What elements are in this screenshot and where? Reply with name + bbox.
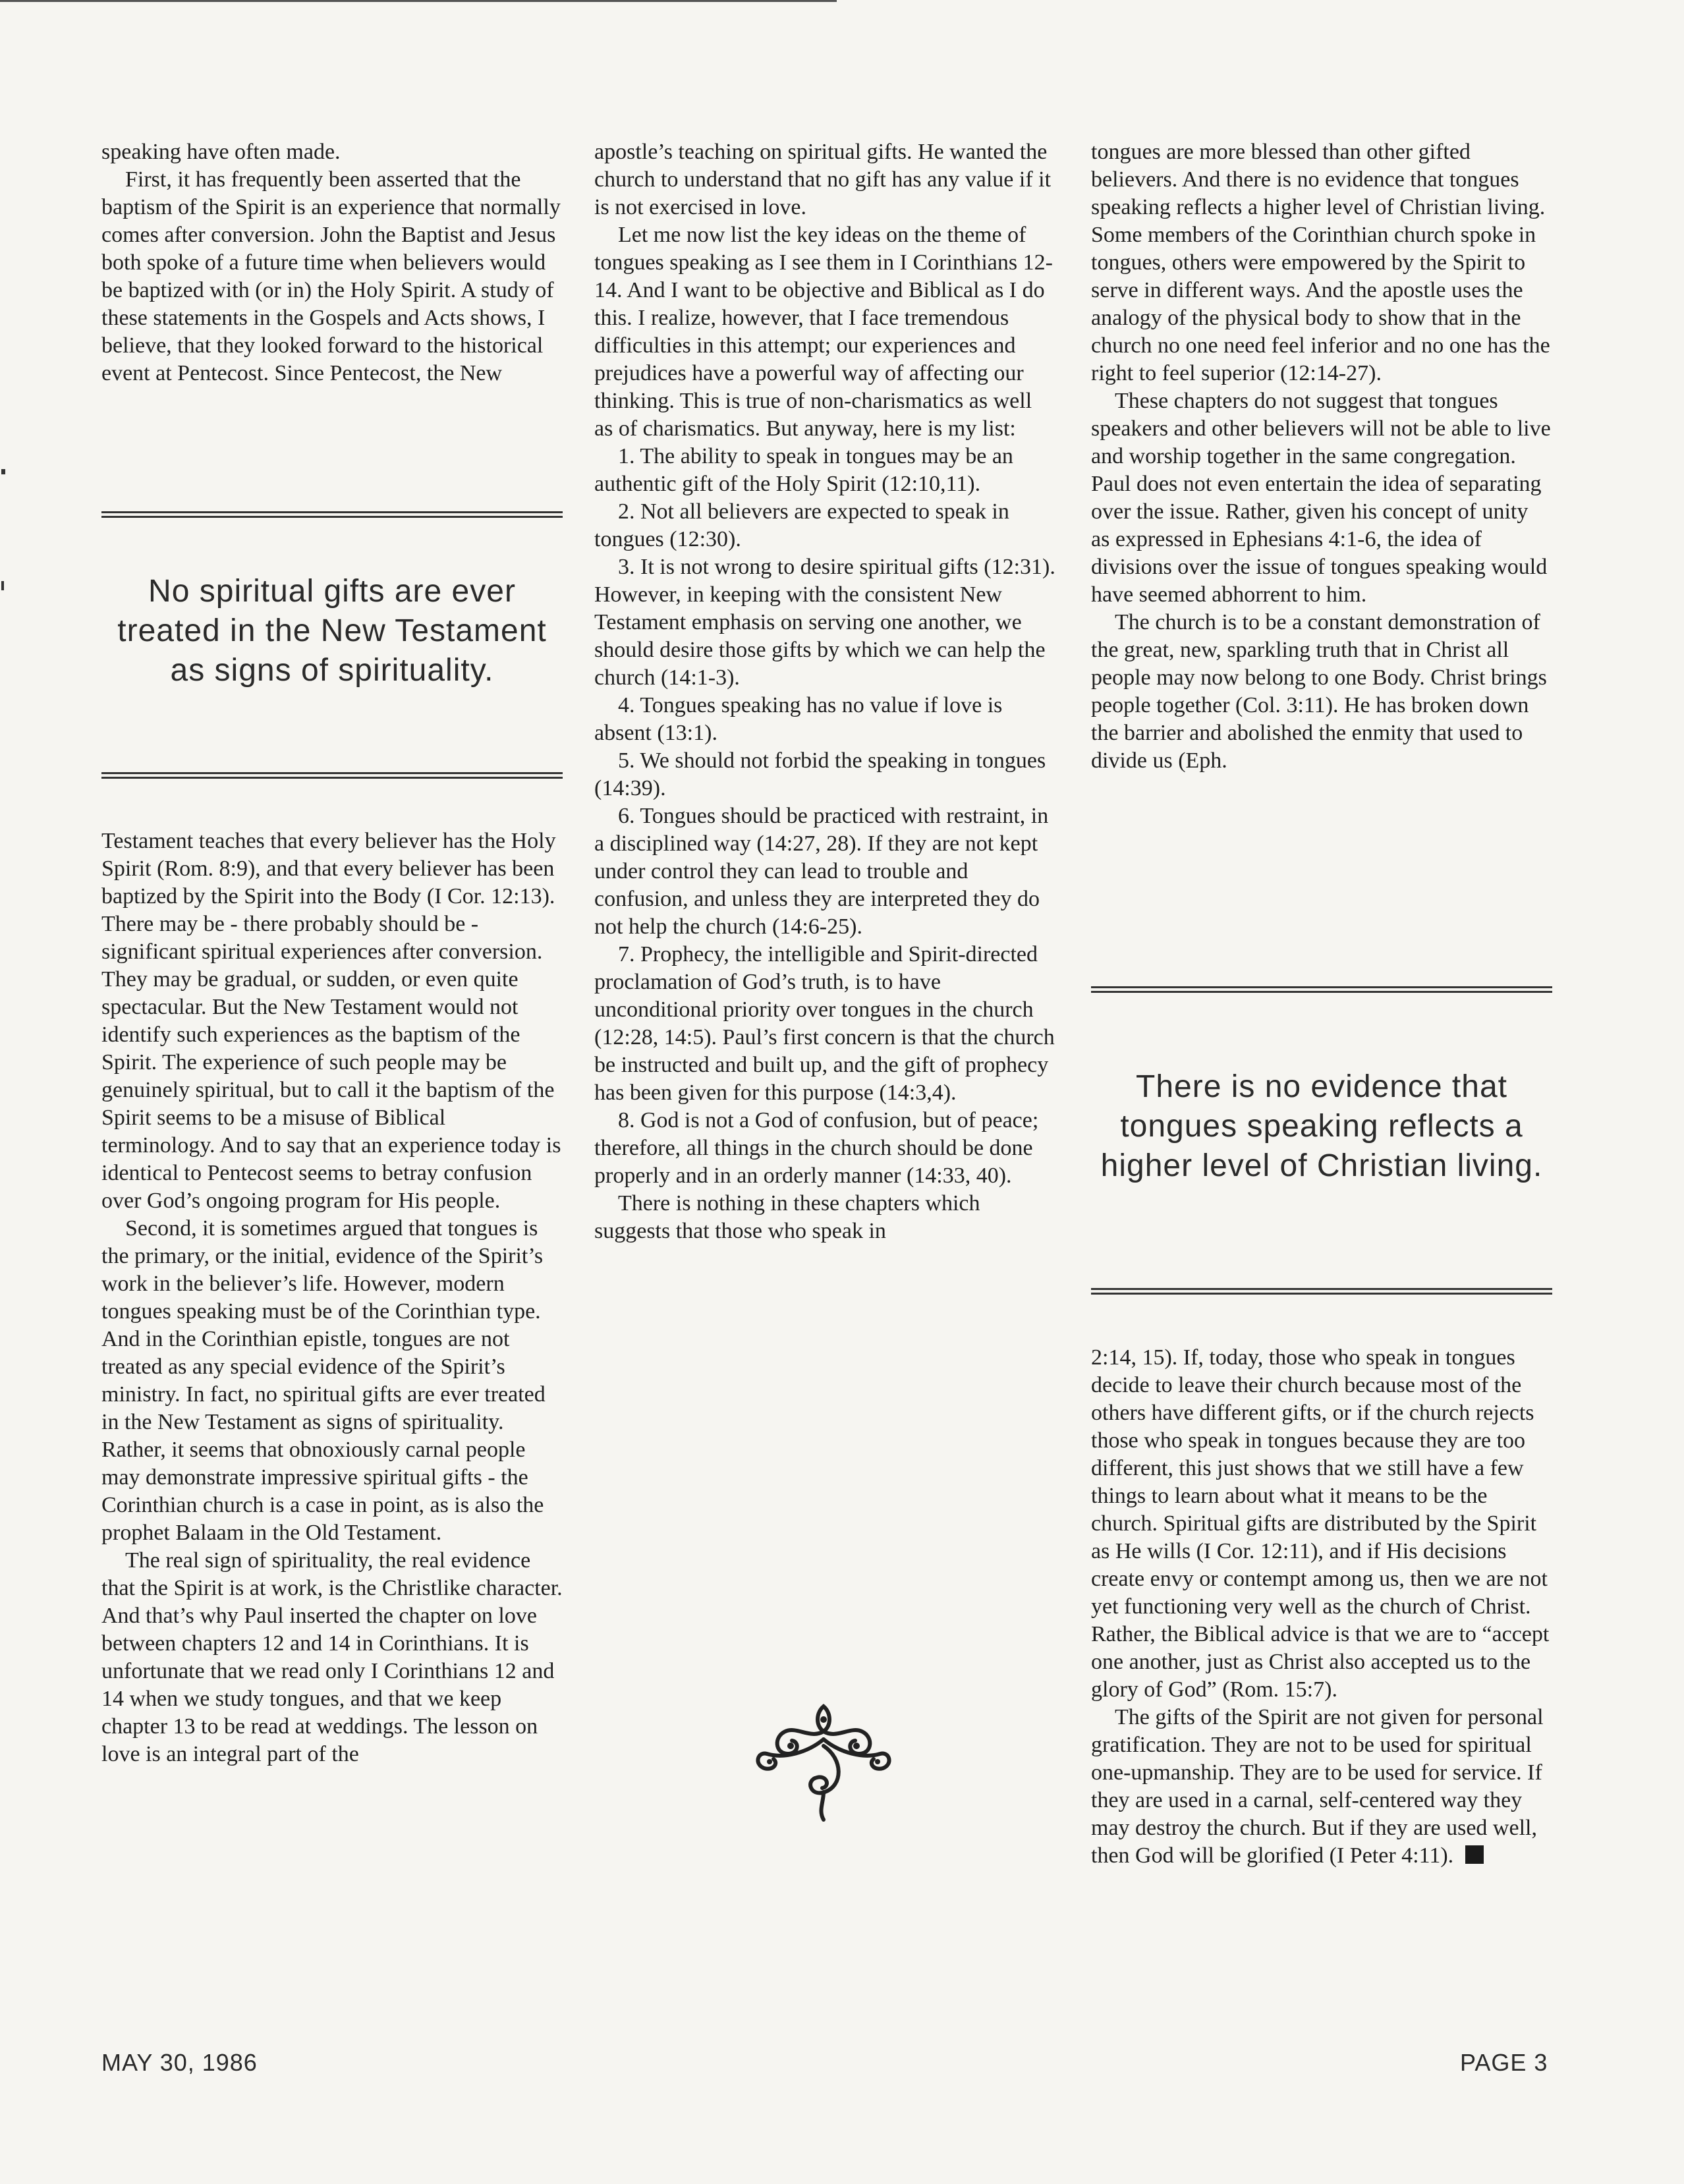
paragraph: 4. Tongues speaking has no value if love is absent (13:1). — [594, 693, 1003, 745]
column-1-body — [101, 827, 563, 1768]
pullquote-2: There is no evidence that tongues speaking reflects a higher level of Christian living. — [1100, 1069, 1543, 1183]
paragraph: Testament teaches that every believer has the Holy Spirit (Rom. 8:9), and that every believer has been baptized by the Spirit into the Body (I Cor. 12:13). There may be - there probably should be - significant spiritual experiences after conversion. They may be gradual, or sudden, or even quite spectacular. But the New Testament would not identify such experiences as the baptism of the Spirit. The experience of such people may be genuinely spiritual, but to call it the baptism of the Spirit seems to be a misuse of Biblical terminology. And to say that an experience today is identical to Pentecost seems to betray confusion over God’s ongoing program for His people. — [101, 829, 561, 1213]
pullquote-rule-bottom — [1091, 1288, 1552, 1295]
paragraph: 7. Prophecy, the intelligible and Spirit-directed proclamation of God’s truth, is to have unconditional priority over tongues in the church (12:28, 14:5). Paul’s first concern is that the church be instructed and built up, and the gift of prophecy has been given for this purpose (14:3,4). — [594, 942, 1055, 1105]
paragraph: 2. Not all believers are expected to speak in tongues (12:30). — [594, 499, 1009, 551]
pullquote-rule-bottom — [101, 772, 563, 779]
col1-body — [101, 827, 563, 1768]
paragraph: Let me now list the key ideas on the theme of tongues speaking as I see them in I Corinthians 12-14. And I want to be objective and Biblical as I do this. I realize, however, that I face tremendous difficulties in this attempt; our experiences and prejudices have a powerful way of affecting our thinking. This is true of non-charismatics as well as of charismatics. But anyway, here is my list: — [594, 223, 1053, 441]
pullquote-1: No spiritual gifts are ever treated in the New Testament as signs of spirituality. — [117, 574, 547, 688]
paragraph: apostle’s teaching on spiritual gifts. He wanted the church to understand that no gift has any value if it is not exercised in love. — [594, 140, 1052, 219]
flourish-ornament-icon — [744, 1700, 903, 1825]
pullquote-rule-top — [101, 511, 563, 518]
paragraph: 5. We should not forbid the speaking in tongues (14:39). — [594, 748, 1046, 800]
paragraph: 8. God is not a God of confusion, but of peace; therefore, all things in the church should be done properly and in an orderly manner (14:33, 40). — [594, 1108, 1039, 1188]
paragraph: The real sign of spirituality, the real evidence that the Spirit is at work, is the Christlike character. And that’s why Paul inserted the chapter on love between chapters 12 and 14 in Corinthians. It is unfortunate that we read only I Corinthians 12 and 14 when we study tongues, and that we keep chapter 13 to be read at weddings. The lesson on love is an integral part of the — [101, 1548, 563, 1766]
page-number: PAGE 3 — [1460, 2049, 1548, 2076]
margin-mark — [1, 581, 4, 590]
pullquote-rule-top — [1091, 986, 1552, 993]
col3-intro — [1091, 138, 1552, 775]
paragraph: There is nothing in these chapters which suggests that those who speak in — [594, 1191, 980, 1243]
paragraph: First, it has frequently been asserted that the baptism of the Spirit is an experience that normally comes after conversion. John the Baptist and Jesus both spoke of a future time when believers would be baptized with (or in) the Holy Spirit. A study of these statements in the Gospels and Acts shows, I believe, that they looked forward to the historical event at Pentecost. Since Pentecost, the New — [101, 167, 561, 385]
col2-paras — [594, 138, 1055, 1245]
paragraph: Second, it is sometimes argued that tongues is the primary, or the initial, evidence of the Spirit’s work in the believer’s life. However, modern tongues speaking must be of the Corinthian type. And in the Corinthian epistle, tongues are not treated as any special evidence of the Spirit’s ministry. In fact, no spiritual gifts are ever treated in the New Testament as signs of spirituality. Rather, it seems that obnoxiously carnal people may demonstrate impressive spiritual gifts - the Corinthian church is a case in point, as is also the prophet Balaam in the Old Testament. — [101, 1216, 546, 1545]
col1-intro — [101, 138, 563, 387]
paragraph: The church is to be a constant demonstration of the great, new, sparkling truth that in Christ all people may now belong to one Body. Christ brings people together (Col. 3:11). He has broken down the barrier and abolished the enmity that used to divide us (Eph. — [1091, 610, 1547, 773]
paragraph: tongues are more blessed than other gifted believers. And there is no evidence that tongues speaking reflects a higher level of Christian living. Some members of the Corinthian church spoke in tongues, others were empowered by the Spirit to serve in different ways. And the apostle uses the analogy of the physical body to show that in the church no one need feel inferior and no one has the right to feel superior (12:14-27). — [1091, 140, 1550, 385]
paragraph: 1. The ability to speak in tongues may be an authentic gift of the Holy Spirit (12:10,11). — [594, 444, 1013, 496]
column-3 — [1091, 138, 1552, 775]
paragraph: 3. It is not wrong to desire spiritual gifts (12:31). However, in keeping with the consistent New Testament emphasis on serving one another, we should desire those gifts by which we can help the church (14:1-3). — [594, 555, 1055, 690]
column-1 — [101, 138, 563, 387]
margin-mark — [1, 469, 5, 474]
column-2 — [594, 138, 1055, 1245]
paragraph: 2:14, 15). If, today, those who speak in tongues decide to leave their church because most of the others have different gifts, or if the church rejects those who speak in tongues because they are too different, this just shows that we still have a few things to learn about what it means to be the church. Spiritual gifts are distributed by the Spirit as He wills (I Cor. 12:11), and if His decisions create envy or contempt among us, then we are not yet functioning very well as the church of Christ. Rather, the Biblical advice is that we are to “accept one another, just as Christ also accepted us to the glory of God” (Rom. 15:7). — [1091, 1345, 1550, 1702]
end-of-article-icon — [1465, 1845, 1484, 1864]
paragraph: The gifts of the Spirit are not given for personal gratification. They are not to be used for spiritual one-upmanship. They are to be used for service. If they are used in a carnal, self-centered way they may destroy the church. But if they are used well, then God will be glorified (I Peter 4:11). — [1091, 1705, 1544, 1868]
issue-date: MAY 30, 1986 — [101, 2049, 258, 2076]
column-3-body — [1091, 1344, 1552, 1870]
paragraph: 6. Tongues should be practiced with restraint, in a disciplined way (14:27, 28). If they are not kept under control they can lead to trouble and confusion, and unless they are interpreted they do not help the church (14:6-25). — [594, 804, 1049, 939]
col3-body — [1091, 1344, 1552, 1870]
paragraph: speaking have often made. — [101, 140, 341, 164]
paragraph: These chapters do not suggest that tongues speakers and other believers will not be able to live and worship together in the same congregation. Paul does not even entertain the idea of separating over the issue. Rather, given his concept of unity as expressed in Ephesians 4:1-6, the idea of divisions over the issue of tongues speaking would have seemed abhorrent to him. — [1091, 389, 1551, 607]
top-rule — [0, 0, 837, 2]
